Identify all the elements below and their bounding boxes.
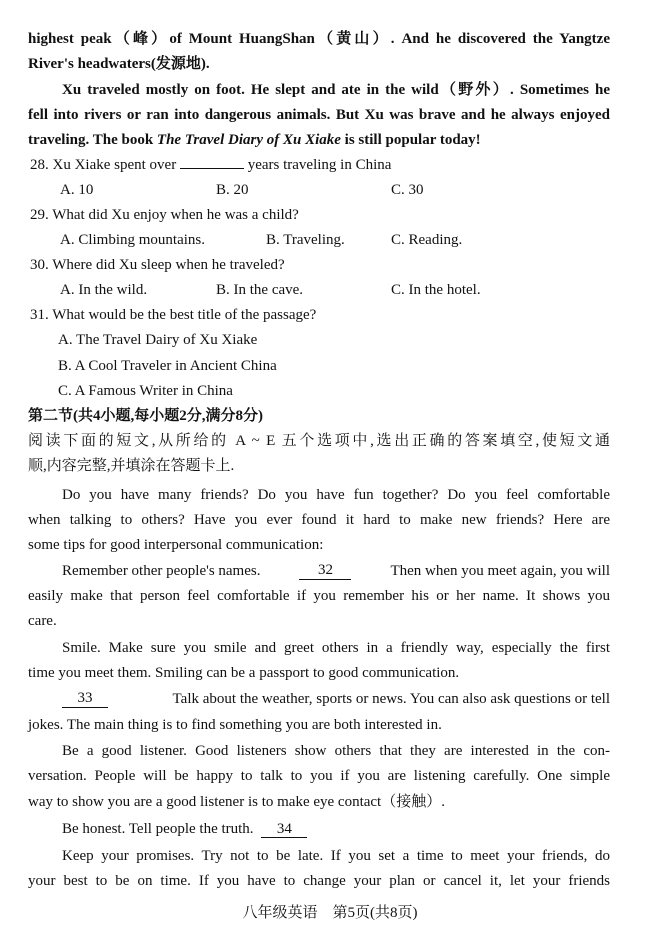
passage-b-line: easily make that person feel comfortable if you remember his or her name. It shows you [28, 588, 610, 604]
passage-b-text: Then when you meet again, you will [390, 563, 610, 579]
option-30-c[interactable]: C. In the hotel. [391, 282, 481, 298]
option-29-b[interactable]: B. Traveling. [266, 232, 345, 248]
question-stem: What did Xu enjoy when he was a child? [52, 207, 299, 223]
passage-a-text: traveling. The book [28, 132, 157, 148]
option-30-b[interactable]: B. In the cave. [216, 282, 304, 298]
passage-b-line: Keep your promises. Try not to be late. If you set a time to meet your friends, do [62, 848, 610, 864]
question-number: 29. [30, 207, 49, 223]
option-28-a[interactable]: A. 10 [60, 182, 94, 198]
passage-a-text: is still popular today! [340, 132, 481, 148]
passage-b-line: when talking to others? Have you ever found it hard to make new friends? Here are [28, 512, 610, 528]
option-30-a[interactable]: A. In the wild. [60, 282, 148, 298]
passage-b-line: Do you have many friends? Do you have fun together? Do you feel comfortable [62, 487, 610, 503]
question-stem: Xu Xiake spent over [52, 157, 177, 173]
option-28-c[interactable]: C. 30 [391, 182, 424, 198]
option-29-c[interactable]: C. Reading. [391, 232, 463, 248]
section-heading: 第二节(共4小题,每小题2分,满分8分) [28, 408, 263, 424]
passage-b-text: Remember other people's names. [62, 563, 261, 579]
blank-32[interactable]: 32 [299, 562, 351, 580]
passage-b-line: jokes. The main thing is to find something you are both interested in. [28, 717, 442, 733]
question-stem: years traveling in China [247, 157, 392, 173]
question-number: 28. [30, 157, 49, 173]
answer-blank [180, 168, 244, 169]
section-instruction-1: 阅读下面的短文,从所给的 A ~ E 五个选项中,选出正确的答案填空,使短文通 [28, 433, 610, 449]
blank-34[interactable]: 34 [261, 821, 307, 838]
option-28-b[interactable]: B. 20 [216, 182, 249, 198]
question-29 [30, 206, 299, 224]
passage-b-line: your best to be on time. If you have to change your plan or cancel it, let your friends [28, 873, 610, 889]
passage-b-text: Talk about the weather, sports or news. You can also ask questions or tell [172, 691, 610, 707]
question-stem: Where did Xu sleep when he traveled? [52, 257, 285, 273]
passage-a-line-3: Xu traveled mostly on foot. He slept and ate in the wild（野外）. Sometimes he [62, 82, 610, 98]
section-instruction-2: 顺,内容完整,并填涂在答题卡上. [28, 458, 235, 474]
passage-a-line-5 [28, 131, 481, 149]
passage-b-line [62, 562, 610, 580]
passage-b-line: versation. People will be happy to talk to you if you are listening carefully. One simple [28, 768, 610, 784]
passage-b-line [62, 820, 307, 838]
blank-33[interactable]: 33 [62, 690, 108, 708]
passage-b-line: Smile. Make sure you smile and greet others in a friendly way, especially the first [62, 640, 610, 656]
passage-b-line: care. [28, 613, 57, 629]
option-31-c[interactable]: C. A Famous Writer in China [58, 383, 233, 399]
passage-b-line: Be a good listener. Good listeners show others that they are interested in the con- [62, 743, 610, 759]
book-title: The Travel Diary of Xu Xiake [156, 132, 341, 148]
option-31-a[interactable]: A. The Travel Dairy of Xu Xiake [58, 332, 258, 348]
passage-b-line: way to show you are a good listener is to make eye contact（接触）. [28, 794, 445, 810]
question-stem: What would be the best title of the passage? [52, 307, 317, 323]
passage-b-line [62, 690, 610, 708]
passage-b-line: some tips for good interpersonal communication: [28, 537, 324, 553]
page-footer: 八年级英语 第5页(共8页) [242, 905, 418, 921]
question-28 [30, 156, 391, 174]
passage-a-line-2: River's headwaters(发源地). [28, 56, 210, 72]
option-31-b[interactable]: B. A Cool Traveler in Ancient China [58, 358, 277, 374]
passage-a-line-4: fell into rivers or ran into dangerous animals. But Xu was brave and he always enjoyed [28, 107, 610, 123]
passage-b-text: Be honest. Tell people the truth. [62, 821, 254, 837]
question-number: 31. [30, 307, 49, 323]
question-30 [30, 256, 285, 274]
question-number: 30. [30, 257, 49, 273]
option-29-a[interactable]: A. Climbing mountains. [60, 232, 206, 248]
passage-b-line: time you meet them. Smiling can be a passport to good communication. [28, 665, 460, 681]
question-31 [30, 306, 316, 324]
passage-a-line-1: highest peak（峰）of Mount HuangShan（黄山）. And he discovered the Yangtze [28, 31, 610, 47]
